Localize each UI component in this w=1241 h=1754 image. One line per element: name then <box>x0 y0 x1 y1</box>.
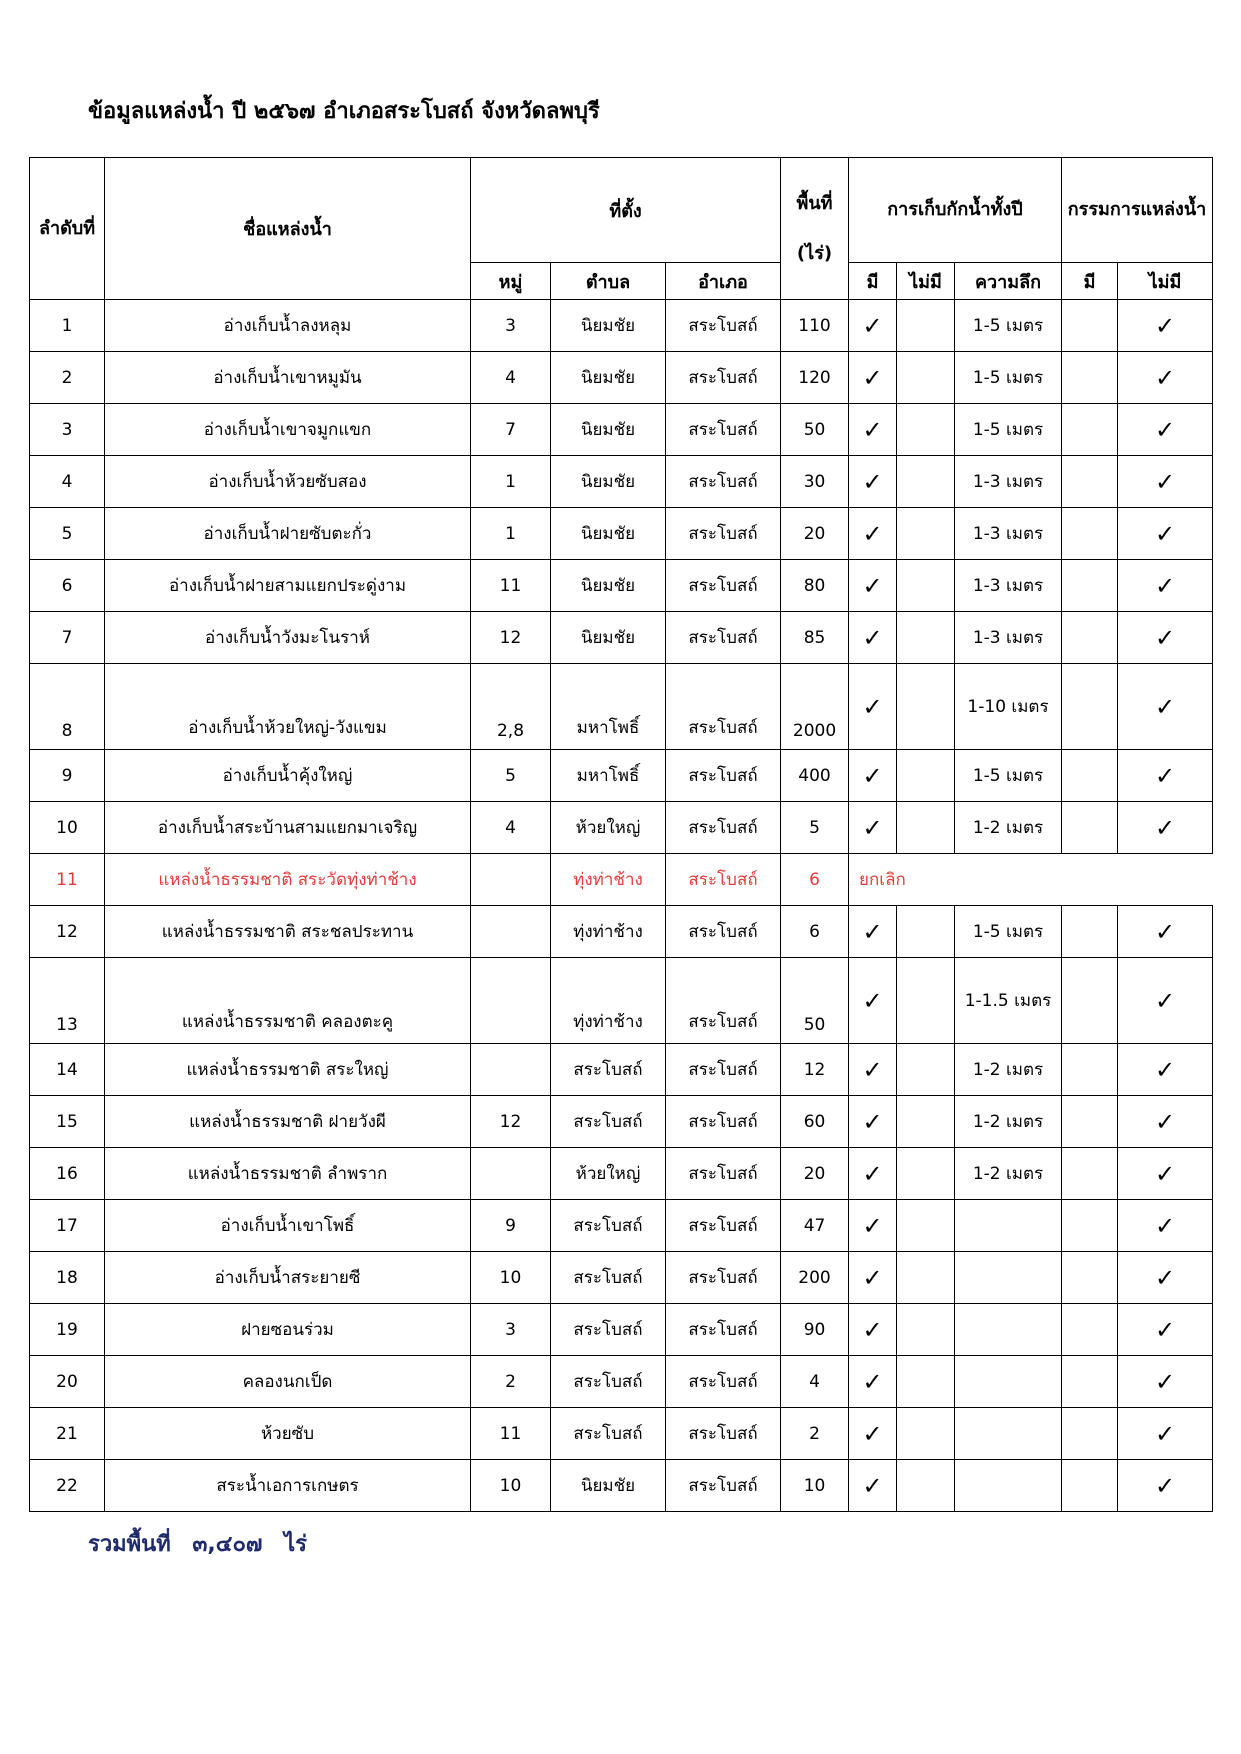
storage-has-not-cell <box>897 1148 955 1200</box>
row-area: 12 <box>781 1044 849 1096</box>
row-tambon: สระโบสถ์ <box>551 1408 666 1460</box>
row-moo <box>471 1044 551 1096</box>
storage-has-not-cell <box>897 750 955 802</box>
row-amphoe: สระโบสถ์ <box>666 1148 781 1200</box>
row-name: อ่างเก็บน้ำสระยายซี <box>105 1252 471 1304</box>
storage-has-not-cell <box>897 906 955 958</box>
row-depth <box>955 1200 1062 1252</box>
row-name: อ่างเก็บน้ำห้วยซับสอง <box>105 456 471 508</box>
storage-has-check-icon: ✓ <box>849 404 897 456</box>
row-depth: 1-2 เมตร <box>955 1096 1062 1148</box>
storage-has-check-icon: ✓ <box>849 456 897 508</box>
row-amphoe: สระโบสถ์ <box>666 958 781 1044</box>
table-row <box>30 750 1213 802</box>
table-row <box>30 1252 1213 1304</box>
storage-has-check-icon: ✓ <box>849 1356 897 1408</box>
row-depth: 1-10 เมตร <box>955 664 1062 750</box>
header-name: ชื่อแหล่งน้ำ <box>105 158 471 300</box>
row-tambon: สระโบสถ์ <box>551 1044 666 1096</box>
committee-has-cell <box>1062 456 1118 508</box>
row-amphoe: สระโบสถ์ <box>666 352 781 404</box>
row-no: 4 <box>30 456 105 508</box>
table-row <box>30 508 1213 560</box>
row-amphoe: สระโบสถ์ <box>666 854 781 906</box>
row-moo: 5 <box>471 750 551 802</box>
storage-has-not-cell <box>897 1356 955 1408</box>
row-depth: 1-2 เมตร <box>955 802 1062 854</box>
table-row <box>30 1148 1213 1200</box>
storage-has-check-icon: ✓ <box>849 508 897 560</box>
committee-has-cell <box>1062 802 1118 854</box>
storage-has-not-cell <box>897 802 955 854</box>
row-moo: 11 <box>471 1408 551 1460</box>
row-amphoe: สระโบสถ์ <box>666 1408 781 1460</box>
row-moo: 11 <box>471 560 551 612</box>
header-depth: ความลึก <box>955 263 1062 300</box>
row-name: ฝายซอนร่วม <box>105 1304 471 1356</box>
row-name: อ่างเก็บน้ำสระบ้านสามแยกมาเจริญ <box>105 802 471 854</box>
row-depth: 1-2 เมตร <box>955 1044 1062 1096</box>
committee-has-not-check-icon: ✓ <box>1118 1044 1213 1096</box>
row-no: 8 <box>30 664 105 750</box>
storage-has-not-cell <box>897 456 955 508</box>
row-no: 1 <box>30 300 105 352</box>
header-committee-has: มี <box>1062 263 1118 300</box>
committee-has-cell <box>1062 1044 1118 1096</box>
row-amphoe: สระโบสถ์ <box>666 1252 781 1304</box>
row-depth: 1-5 เมตร <box>955 352 1062 404</box>
committee-has-cell <box>1062 404 1118 456</box>
row-tambon: ห้วยใหญ่ <box>551 802 666 854</box>
total-label: รวมพื้นที่ <box>88 1532 171 1557</box>
committee-has-cell <box>1062 508 1118 560</box>
storage-has-check-icon: ✓ <box>849 612 897 664</box>
row-cancel-note: ยกเลิก <box>849 854 1213 906</box>
row-moo <box>471 854 551 906</box>
row-moo: 9 <box>471 1200 551 1252</box>
committee-has-not-check-icon: ✓ <box>1118 664 1213 750</box>
table-row <box>30 854 1213 906</box>
row-area: 2000 <box>781 664 849 750</box>
row-depth <box>955 1408 1062 1460</box>
row-no: 14 <box>30 1044 105 1096</box>
row-tambon: สระโบสถ์ <box>551 1252 666 1304</box>
row-name: อ่างเก็บน้ำห้วยใหญ่-วังแขม <box>105 664 471 750</box>
committee-has-not-check-icon: ✓ <box>1118 612 1213 664</box>
row-name: อ่างเก็บน้ำเขาจมูกแขก <box>105 404 471 456</box>
committee-has-cell <box>1062 1148 1118 1200</box>
storage-has-not-cell <box>897 958 955 1044</box>
storage-has-not-cell <box>897 1200 955 1252</box>
row-moo: 4 <box>471 352 551 404</box>
storage-has-not-cell <box>897 1408 955 1460</box>
committee-has-not-check-icon: ✓ <box>1118 1148 1213 1200</box>
committee-has-cell <box>1062 300 1118 352</box>
row-tambon: สระโบสถ์ <box>551 1200 666 1252</box>
row-tambon: ห้วยใหญ่ <box>551 1148 666 1200</box>
row-depth: 1-5 เมตร <box>955 300 1062 352</box>
row-amphoe: สระโบสถ์ <box>666 404 781 456</box>
header-amphoe: อำเภอ <box>666 263 781 300</box>
row-amphoe: สระโบสถ์ <box>666 612 781 664</box>
row-depth: 1-3 เมตร <box>955 560 1062 612</box>
storage-has-check-icon: ✓ <box>849 560 897 612</box>
committee-has-not-check-icon: ✓ <box>1118 404 1213 456</box>
table-row <box>30 300 1213 352</box>
row-moo: 12 <box>471 612 551 664</box>
storage-has-not-cell <box>897 664 955 750</box>
row-no: 21 <box>30 1408 105 1460</box>
committee-has-cell <box>1062 352 1118 404</box>
committee-has-not-check-icon: ✓ <box>1118 802 1213 854</box>
row-area: 47 <box>781 1200 849 1252</box>
table-row <box>30 456 1213 508</box>
row-depth: 1-1.5 เมตร <box>955 958 1062 1044</box>
row-name: อ่างเก็บน้ำฝายซับตะกั่ว <box>105 508 471 560</box>
row-amphoe: สระโบสถ์ <box>666 1356 781 1408</box>
storage-has-not-cell <box>897 612 955 664</box>
table-body <box>30 300 1213 1512</box>
row-moo <box>471 906 551 958</box>
row-area: 110 <box>781 300 849 352</box>
row-amphoe: สระโบสถ์ <box>666 1460 781 1512</box>
table-row <box>30 560 1213 612</box>
table-row <box>30 1044 1213 1096</box>
committee-has-not-check-icon: ✓ <box>1118 750 1213 802</box>
storage-has-not-cell <box>897 1044 955 1096</box>
row-name: อ่างเก็บน้ำฝายสามแยกประดู่งาม <box>105 560 471 612</box>
row-moo: 2,8 <box>471 664 551 750</box>
row-tambon: นิยมชัย <box>551 508 666 560</box>
row-tambon: มหาโพธิ์ <box>551 750 666 802</box>
row-tambon: มหาโพธิ์ <box>551 664 666 750</box>
row-depth: 1-3 เมตร <box>955 456 1062 508</box>
committee-has-not-check-icon: ✓ <box>1118 958 1213 1044</box>
committee-has-not-check-icon: ✓ <box>1118 1252 1213 1304</box>
row-amphoe: สระโบสถ์ <box>666 560 781 612</box>
row-moo: 3 <box>471 1304 551 1356</box>
committee-has-cell <box>1062 612 1118 664</box>
row-depth: 1-5 เมตร <box>955 750 1062 802</box>
total-area <box>88 1526 321 1561</box>
committee-has-not-check-icon: ✓ <box>1118 1408 1213 1460</box>
row-area: 50 <box>781 958 849 1044</box>
row-area: 5 <box>781 802 849 854</box>
row-name: แหล่งน้ำธรรมชาติ สระวัดทุ่งท่าช้าง <box>105 854 471 906</box>
row-depth <box>955 1460 1062 1512</box>
row-area: 20 <box>781 1148 849 1200</box>
row-moo: 4 <box>471 802 551 854</box>
table-row <box>30 1304 1213 1356</box>
row-no: 18 <box>30 1252 105 1304</box>
row-amphoe: สระโบสถ์ <box>666 456 781 508</box>
row-tambon: นิยมชัย <box>551 352 666 404</box>
row-no: 15 <box>30 1096 105 1148</box>
row-area: 4 <box>781 1356 849 1408</box>
row-area: 90 <box>781 1304 849 1356</box>
table-row <box>30 1356 1213 1408</box>
table-row <box>30 1200 1213 1252</box>
row-tambon: นิยมชัย <box>551 1460 666 1512</box>
row-amphoe: สระโบสถ์ <box>666 300 781 352</box>
storage-has-check-icon: ✓ <box>849 1096 897 1148</box>
committee-has-not-check-icon: ✓ <box>1118 1096 1213 1148</box>
row-amphoe: สระโบสถ์ <box>666 1096 781 1148</box>
row-tambon: สระโบสถ์ <box>551 1096 666 1148</box>
storage-has-check-icon: ✓ <box>849 750 897 802</box>
water-source-table <box>29 157 1213 1512</box>
row-area: 50 <box>781 404 849 456</box>
row-depth <box>955 1304 1062 1356</box>
row-area: 400 <box>781 750 849 802</box>
row-area: 20 <box>781 508 849 560</box>
storage-has-not-cell <box>897 352 955 404</box>
row-no: 20 <box>30 1356 105 1408</box>
row-tambon: นิยมชัย <box>551 560 666 612</box>
row-name: อ่างเก็บน้ำลงหลุม <box>105 300 471 352</box>
row-tambon: ทุ่งท่าช้าง <box>551 854 666 906</box>
row-area: 80 <box>781 560 849 612</box>
row-name: อ่างเก็บน้ำคุ้งใหญ่ <box>105 750 471 802</box>
storage-has-not-cell <box>897 300 955 352</box>
total-unit: ไร่ <box>284 1532 307 1557</box>
header-committee: กรรมการแหล่งน้ำ <box>1062 158 1213 263</box>
storage-has-check-icon: ✓ <box>849 1148 897 1200</box>
committee-has-cell <box>1062 1356 1118 1408</box>
row-no: 6 <box>30 560 105 612</box>
row-area: 2 <box>781 1408 849 1460</box>
row-no: 13 <box>30 958 105 1044</box>
row-no: 5 <box>30 508 105 560</box>
table-row <box>30 1096 1213 1148</box>
row-no: 10 <box>30 802 105 854</box>
row-moo: 10 <box>471 1252 551 1304</box>
table-row <box>30 352 1213 404</box>
row-name: สระน้ำเอการเกษตร <box>105 1460 471 1512</box>
row-amphoe: สระโบสถ์ <box>666 906 781 958</box>
row-area: 6 <box>781 906 849 958</box>
row-no: 11 <box>30 854 105 906</box>
row-area: 10 <box>781 1460 849 1512</box>
row-amphoe: สระโบสถ์ <box>666 802 781 854</box>
row-tambon: นิยมชัย <box>551 300 666 352</box>
row-depth: 1-5 เมตร <box>955 906 1062 958</box>
row-name: อ่างเก็บน้ำเขาโพธิ์ <box>105 1200 471 1252</box>
header-no: ลำดับที่ <box>30 158 105 300</box>
header-storage-has: มี <box>849 263 897 300</box>
storage-has-check-icon: ✓ <box>849 1408 897 1460</box>
table-row <box>30 664 1213 750</box>
row-name: อ่างเก็บน้ำเขาหมูมัน <box>105 352 471 404</box>
committee-has-cell <box>1062 664 1118 750</box>
row-depth: 1-3 เมตร <box>955 612 1062 664</box>
storage-has-not-cell <box>897 1096 955 1148</box>
committee-has-not-check-icon: ✓ <box>1118 508 1213 560</box>
row-name: อ่างเก็บน้ำวังมะโนราห์ <box>105 612 471 664</box>
committee-has-not-check-icon: ✓ <box>1118 300 1213 352</box>
table-row <box>30 612 1213 664</box>
committee-has-cell <box>1062 958 1118 1044</box>
row-depth <box>955 1252 1062 1304</box>
committee-has-cell <box>1062 1200 1118 1252</box>
header-storage-has-not: ไม่มี <box>897 263 955 300</box>
committee-has-not-check-icon: ✓ <box>1118 906 1213 958</box>
committee-has-cell <box>1062 1096 1118 1148</box>
storage-has-check-icon: ✓ <box>849 958 897 1044</box>
row-no: 17 <box>30 1200 105 1252</box>
row-name: แหล่งน้ำธรรมชาติ ลำพราก <box>105 1148 471 1200</box>
row-no: 9 <box>30 750 105 802</box>
header-location: ที่ตั้ง <box>471 158 781 263</box>
row-name: คลองนกเป็ด <box>105 1356 471 1408</box>
committee-has-not-check-icon: ✓ <box>1118 456 1213 508</box>
row-amphoe: สระโบสถ์ <box>666 1304 781 1356</box>
storage-has-not-cell <box>897 404 955 456</box>
committee-has-not-check-icon: ✓ <box>1118 1356 1213 1408</box>
storage-has-not-cell <box>897 508 955 560</box>
storage-has-check-icon: ✓ <box>849 1044 897 1096</box>
row-area: 30 <box>781 456 849 508</box>
row-depth: 1-2 เมตร <box>955 1148 1062 1200</box>
row-depth <box>955 1356 1062 1408</box>
row-no: 19 <box>30 1304 105 1356</box>
committee-has-cell <box>1062 1304 1118 1356</box>
row-tambon: นิยมชัย <box>551 612 666 664</box>
storage-has-check-icon: ✓ <box>849 1304 897 1356</box>
row-area: 6 <box>781 854 849 906</box>
committee-has-not-check-icon: ✓ <box>1118 1304 1213 1356</box>
storage-has-not-cell <box>897 1304 955 1356</box>
committee-has-not-check-icon: ✓ <box>1118 560 1213 612</box>
row-amphoe: สระโบสถ์ <box>666 750 781 802</box>
committee-has-cell <box>1062 1460 1118 1512</box>
committee-has-not-check-icon: ✓ <box>1118 1460 1213 1512</box>
row-no: 22 <box>30 1460 105 1512</box>
row-area: 120 <box>781 352 849 404</box>
row-tambon: สระโบสถ์ <box>551 1356 666 1408</box>
row-name: แหล่งน้ำธรรมชาติ ฝายวังผี <box>105 1096 471 1148</box>
storage-has-check-icon: ✓ <box>849 664 897 750</box>
committee-has-cell <box>1062 1408 1118 1460</box>
header-storage: การเก็บกักน้ำทั้งปี <box>849 158 1062 263</box>
header-moo: หมู่ <box>471 263 551 300</box>
row-depth: 1-3 เมตร <box>955 508 1062 560</box>
row-moo: 10 <box>471 1460 551 1512</box>
storage-has-check-icon: ✓ <box>849 1252 897 1304</box>
row-moo: 3 <box>471 300 551 352</box>
row-area: 85 <box>781 612 849 664</box>
storage-has-check-icon: ✓ <box>849 906 897 958</box>
committee-has-cell <box>1062 1252 1118 1304</box>
storage-has-check-icon: ✓ <box>849 352 897 404</box>
table-row <box>30 958 1213 1044</box>
row-no: 16 <box>30 1148 105 1200</box>
row-moo: 7 <box>471 404 551 456</box>
row-tambon: นิยมชัย <box>551 456 666 508</box>
committee-has-cell <box>1062 560 1118 612</box>
row-no: 3 <box>30 404 105 456</box>
row-no: 2 <box>30 352 105 404</box>
row-name: แหล่งน้ำธรรมชาติ คลองตะคู <box>105 958 471 1044</box>
storage-has-check-icon: ✓ <box>849 802 897 854</box>
row-area: 60 <box>781 1096 849 1148</box>
row-name: แหล่งน้ำธรรมชาติ สระใหญ่ <box>105 1044 471 1096</box>
total-value: ๓,๔๐๗ <box>192 1532 263 1557</box>
table-row <box>30 906 1213 958</box>
committee-has-cell <box>1062 906 1118 958</box>
storage-has-not-cell <box>897 1460 955 1512</box>
table-row <box>30 802 1213 854</box>
row-tambon: นิยมชัย <box>551 404 666 456</box>
row-no: 12 <box>30 906 105 958</box>
storage-has-check-icon: ✓ <box>849 1200 897 1252</box>
row-amphoe: สระโบสถ์ <box>666 508 781 560</box>
table-row <box>30 404 1213 456</box>
row-no: 7 <box>30 612 105 664</box>
row-depth: 1-5 เมตร <box>955 404 1062 456</box>
row-moo: 12 <box>471 1096 551 1148</box>
row-tambon: สระโบสถ์ <box>551 1304 666 1356</box>
row-tambon: ทุ่งท่าช้าง <box>551 958 666 1044</box>
header-area: พื้นที่ (ไร่) <box>781 158 849 300</box>
storage-has-not-cell <box>897 560 955 612</box>
committee-has-cell <box>1062 750 1118 802</box>
storage-has-not-cell <box>897 1252 955 1304</box>
row-moo: 1 <box>471 508 551 560</box>
row-name: ห้วยซับ <box>105 1408 471 1460</box>
row-amphoe: สระโบสถ์ <box>666 664 781 750</box>
table-row <box>30 1460 1213 1512</box>
committee-has-not-check-icon: ✓ <box>1118 1200 1213 1252</box>
row-amphoe: สระโบสถ์ <box>666 1044 781 1096</box>
row-tambon: ทุ่งท่าช้าง <box>551 906 666 958</box>
row-amphoe: สระโบสถ์ <box>666 1200 781 1252</box>
row-moo: 2 <box>471 1356 551 1408</box>
committee-has-not-check-icon: ✓ <box>1118 352 1213 404</box>
storage-has-check-icon: ✓ <box>849 1460 897 1512</box>
row-moo <box>471 958 551 1044</box>
table-row <box>30 1408 1213 1460</box>
storage-has-check-icon: ✓ <box>849 300 897 352</box>
row-area: 200 <box>781 1252 849 1304</box>
row-moo: 1 <box>471 456 551 508</box>
row-name: แหล่งน้ำธรรมชาติ สระชลประทาน <box>105 906 471 958</box>
header-committee-has-not: ไม่มี <box>1118 263 1213 300</box>
page-title: ข้อมูลแหล่งน้ำ ปี ๒๕๖๗ อำเภอสระโบสถ์ จังหวัดลพบุรี <box>88 99 600 124</box>
header-tambon: ตำบล <box>551 263 666 300</box>
row-moo <box>471 1148 551 1200</box>
